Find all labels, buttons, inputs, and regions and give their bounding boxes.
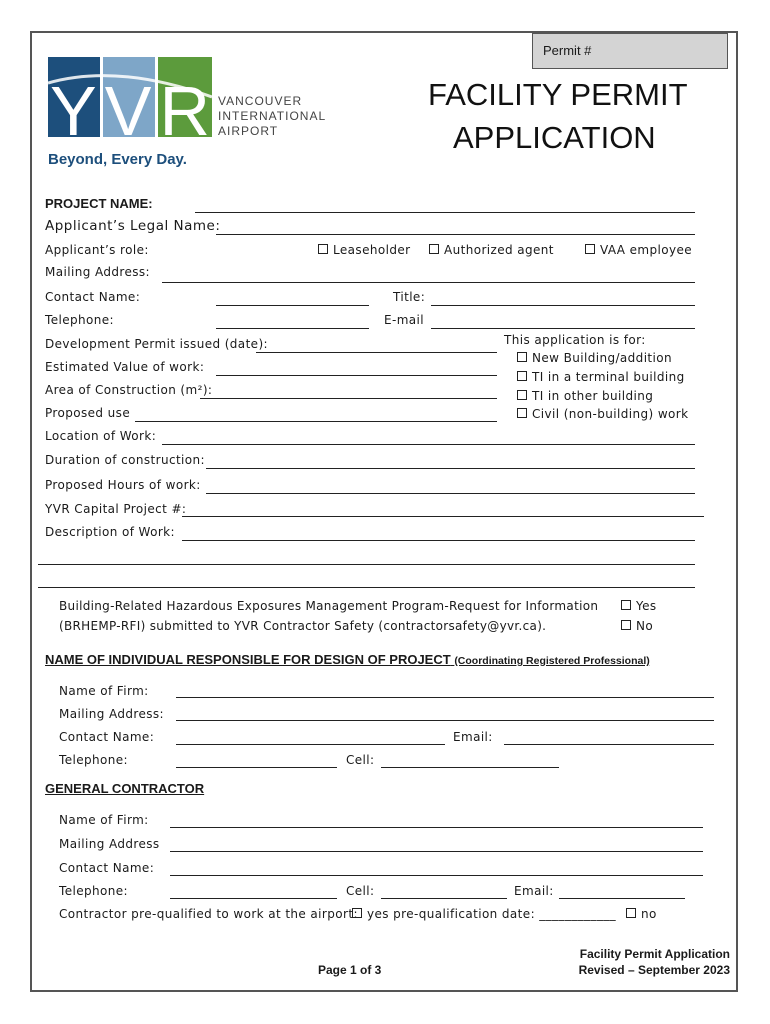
contractor-firm-field[interactable] — [170, 827, 703, 828]
design-cell-label: Cell: — [346, 753, 375, 767]
design-heading-text: NAME OF INDIVIDUAL RESPONSIBLE FOR DESIGN OF PROJECT — [45, 652, 451, 667]
contractor-telephone-label: Telephone: — [59, 884, 128, 898]
mailing-field[interactable] — [162, 282, 695, 283]
capital-project-label: YVR Capital Project #: — [45, 502, 187, 516]
role-label: Applicant’s role: — [45, 243, 149, 257]
dev-permit-field[interactable] — [256, 352, 497, 353]
description-field-line3[interactable] — [38, 587, 695, 588]
role-vaa-text: VAA employee — [600, 243, 693, 257]
brhemp-yes-text: Yes — [636, 599, 657, 613]
brhemp-text-line2: (BRHEMP-RFI) submitted to YVR Contractor Safety (contractorsafety@yvr.ca). — [59, 619, 547, 633]
role-leaseholder-text: Leaseholder — [333, 243, 411, 257]
page-title-line1: FACILITY PERMIT — [428, 77, 688, 112]
yvr-logo-mark — [48, 57, 212, 137]
duration-label: Duration of construction: — [45, 453, 205, 467]
app-ti-terminal-checkbox[interactable] — [517, 370, 685, 384]
app-ti-other-text: TI in other building — [532, 389, 654, 403]
contractor-mailing-label: Mailing Address — [59, 837, 160, 851]
proposed-use-field[interactable] — [135, 421, 497, 422]
contractor-section-heading: GENERAL CONTRACTOR — [45, 781, 205, 796]
telephone-field[interactable] — [216, 328, 369, 329]
description-field-line1[interactable] — [182, 540, 695, 541]
mailing-label: Mailing Address: — [45, 265, 150, 279]
area-field[interactable] — [200, 398, 497, 399]
contractor-email-field[interactable] — [559, 898, 685, 899]
app-new-building-checkbox[interactable] — [517, 351, 672, 365]
prequal-label: Contractor pre-qualified to work at the airport: — [59, 907, 358, 921]
design-mailing-label: Mailing Address: — [59, 707, 164, 721]
contractor-contact-field[interactable] — [170, 875, 703, 876]
role-vaa-checkbox[interactable] — [585, 243, 692, 257]
location-label: Location of Work: — [45, 429, 157, 443]
hours-label: Proposed Hours of work: — [45, 478, 201, 492]
design-email-field[interactable] — [504, 744, 714, 745]
logo-name-line2: INTERNATIONAL — [218, 109, 327, 123]
proposed-use-label: Proposed use — [45, 406, 131, 420]
legal-name-field[interactable] — [216, 234, 695, 235]
contractor-cell-field[interactable] — [381, 898, 507, 899]
design-cell-field[interactable] — [381, 767, 559, 768]
contractor-mailing-field[interactable] — [170, 851, 703, 852]
contractor-telephone-field[interactable] — [170, 898, 337, 899]
contractor-email-label: Email: — [514, 884, 554, 898]
design-telephone-field[interactable] — [176, 767, 337, 768]
hours-field[interactable] — [206, 493, 695, 494]
role-agent-checkbox[interactable] — [429, 243, 554, 257]
design-heading-note: (Coordinating Registered Professional) — [454, 655, 650, 667]
est-value-label: Estimated Value of work: — [45, 360, 205, 374]
svg-text:YVR: YVR — [50, 72, 210, 137]
design-contact-field[interactable] — [176, 744, 445, 745]
location-field[interactable] — [162, 444, 695, 445]
prequal-no-text: no — [641, 907, 657, 921]
description-label: Description of Work: — [45, 525, 175, 539]
telephone-label: Telephone: — [45, 313, 114, 327]
contractor-firm-label: Name of Firm: — [59, 813, 149, 827]
design-email-label: Email: — [453, 730, 493, 744]
contact-field[interactable] — [216, 305, 369, 306]
prequal-yes-text: yes pre-qualification date: ____________ — [367, 907, 617, 921]
role-leaseholder-checkbox[interactable] — [318, 243, 410, 257]
brhemp-no-checkbox[interactable] — [621, 619, 653, 633]
project-name-label: PROJECT NAME: — [45, 196, 153, 211]
app-civil-text: Civil (non-building) work — [532, 407, 689, 421]
design-mailing-field[interactable] — [176, 720, 714, 721]
app-ti-other-checkbox[interactable] — [517, 389, 653, 403]
brhemp-no-text: No — [636, 619, 654, 633]
footer-revised: Revised – September 2023 — [578, 963, 730, 977]
design-section-heading — [45, 652, 650, 667]
duration-field[interactable] — [206, 468, 695, 469]
page-number: Page 1 of 3 — [318, 963, 382, 977]
legal-name-label: Applicant’s Legal Name: — [45, 218, 221, 234]
role-agent-text: Authorized agent — [444, 243, 554, 257]
prequal-yes-checkbox[interactable] — [352, 907, 616, 921]
permit-number-label: Permit # — [543, 43, 592, 58]
capital-project-field[interactable] — [182, 516, 704, 517]
footer-doc-name: Facility Permit Application — [579, 947, 730, 961]
brhemp-yes-checkbox[interactable] — [621, 599, 657, 613]
title-label: Title: — [393, 290, 426, 304]
design-firm-label: Name of Firm: — [59, 684, 149, 698]
app-ti-terminal-text: TI in a terminal building — [532, 370, 685, 384]
brhemp-text-line1: Building-Related Hazardous Exposures Management Program-Request for Information — [59, 599, 599, 613]
project-name-field[interactable] — [195, 212, 695, 213]
application-for-label: This application is for: — [504, 333, 646, 347]
contractor-contact-label: Contact Name: — [59, 861, 155, 875]
email-label: E-mail — [384, 313, 425, 327]
est-value-field[interactable] — [216, 375, 497, 376]
area-label: Area of Construction (m²): — [45, 383, 213, 397]
dev-permit-label: Development Permit issued (date): — [45, 337, 268, 351]
description-field-line2[interactable] — [38, 564, 695, 565]
design-firm-field[interactable] — [176, 697, 714, 698]
page-title-line2: APPLICATION — [453, 120, 656, 155]
logo-tagline: Beyond, Every Day. — [48, 151, 187, 168]
permit-number-box[interactable] — [532, 33, 728, 69]
logo-name-line1: VANCOUVER — [218, 94, 303, 108]
contractor-cell-label: Cell: — [346, 884, 375, 898]
design-telephone-label: Telephone: — [59, 753, 128, 767]
title-field[interactable] — [431, 305, 695, 306]
app-new-building-text: New Building/addition — [532, 351, 673, 365]
design-contact-label: Contact Name: — [59, 730, 155, 744]
app-civil-checkbox[interactable] — [517, 407, 688, 421]
email-field[interactable] — [431, 328, 695, 329]
prequal-no-checkbox[interactable] — [626, 907, 657, 921]
logo-name-line3: AIRPORT — [218, 124, 279, 138]
contact-label: Contact Name: — [45, 290, 141, 304]
